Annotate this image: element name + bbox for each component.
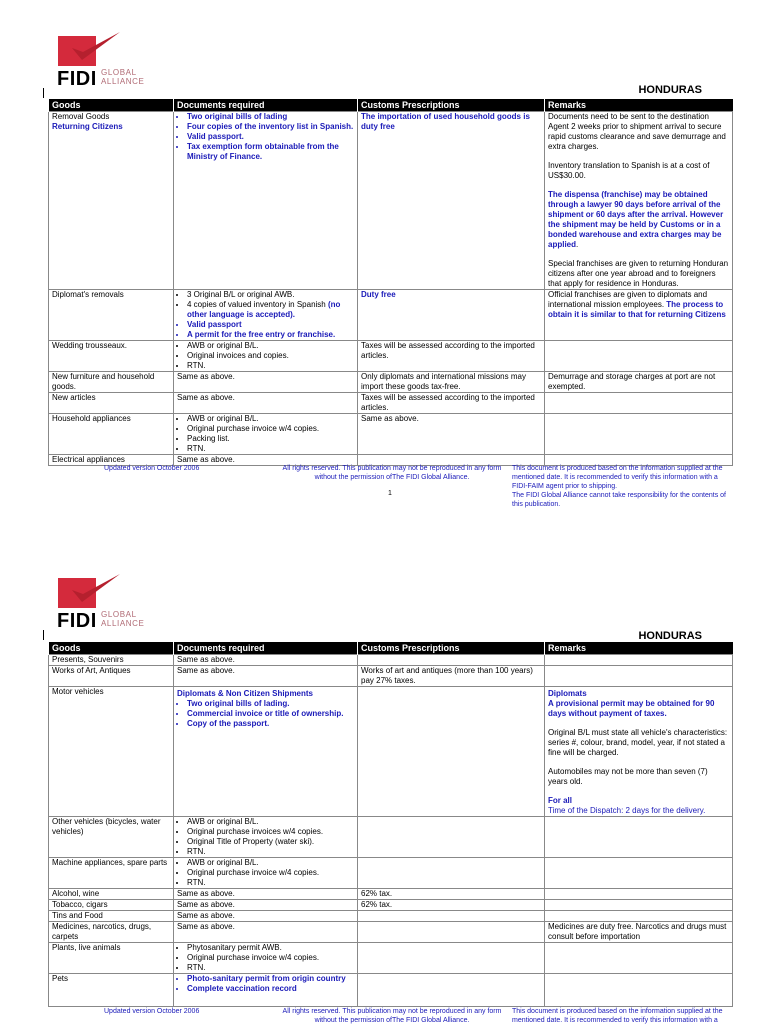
goods-cell: Electrical appliances <box>49 455 174 466</box>
list-item: • 3 Original B/L or original AWB. <box>187 290 354 300</box>
updated-note: Updated version October 2006 <box>104 465 200 472</box>
list-item: • Complete vaccination record <box>187 984 354 994</box>
list-item: • AWB or original B/L. <box>187 341 354 351</box>
header-goods: Goods <box>49 642 174 655</box>
goods-cell: Removal Goods <box>52 112 110 121</box>
list-item: • Photo-sanitary permit from origin country <box>187 974 354 984</box>
remarks-cell <box>545 900 733 911</box>
page-number: 1 <box>388 490 392 497</box>
remark-text: The dispensa (franchise) may be obtained through a lawyer 90 days before arrival of the shipment or 60 days after the arrival. However the shipment may be held by Customs or in a bonded warehouse and extra charges may be applied <box>548 190 724 249</box>
list-item: • Valid passport <box>187 320 354 330</box>
documents-cell: Same as above. <box>174 393 358 414</box>
rights-note: All rights reserved. This publication may not be reproduced in any form without the permission ofThe FIDI Global Alliance. <box>282 465 502 481</box>
list-item: • AWB or original B/L. <box>187 414 354 424</box>
logo-tagline: GLOBAL ALLIANCE <box>101 610 145 628</box>
table-row <box>49 900 733 911</box>
documents-list <box>177 699 354 729</box>
list-item: • Two original bills of lading. <box>187 699 354 709</box>
remarks-cell <box>545 666 733 687</box>
customs-cell <box>358 655 545 666</box>
table-row <box>49 858 733 889</box>
remarks-cell <box>545 414 733 455</box>
remarks-cell <box>545 341 733 372</box>
docs-title: Diplomats & Non Citizen Shipments <box>177 689 314 698</box>
goods-cell: New furniture and household goods. <box>49 372 174 393</box>
list-item: • RTN. <box>187 444 354 454</box>
customs-table <box>48 99 733 466</box>
rights-note: All rights reserved. This publication may not be reproduced in any form without the permission ofThe FIDI Global Alliance. <box>282 1008 502 1024</box>
table-header <box>49 99 733 112</box>
logo-tagline: GLOBAL ALLIANCE <box>101 68 145 86</box>
logo-wordmark: FIDI <box>57 610 97 632</box>
goods-cell: Tobacco, cigars <box>49 900 174 911</box>
customs-cell <box>358 817 545 858</box>
remark-text: Special franchises are given to returning Honduran citizens after one year abroad and to foreigners that apply for residence in Honduras. <box>548 259 729 288</box>
updated-note: Updated version October 2006 <box>104 1008 200 1015</box>
header-documents: Documents required <box>174 99 358 112</box>
remarks-cell <box>545 943 733 974</box>
table-row <box>49 112 733 290</box>
remark-text: Inventory translation to Spanish is at a cost of US$30.00. <box>548 161 710 180</box>
customs-cell: 62% tax. <box>358 889 545 900</box>
table-row <box>49 290 733 341</box>
documents-list <box>177 112 354 162</box>
table-row <box>49 414 733 455</box>
remarks-cell: Diplomats A provisional permit may be obtained for 90 days without payment of taxes. Original B/L must state all vehicle's characteristics: series #, colour, brand, model, year, if not stated a fine will be charged. Automobiles may not be more than seven (7) years old. For all Time of the Dispatch: 2 days for the delivery. <box>545 687 733 817</box>
list-item: • AWB or original B/L. <box>187 817 354 827</box>
list-item: • RTN. <box>187 963 354 973</box>
documents-list <box>177 290 354 340</box>
table-row <box>49 341 733 372</box>
goods-cell: Pets <box>49 974 174 1007</box>
documents-cell: Same as above. <box>174 455 358 466</box>
table-row <box>49 974 733 1007</box>
remarks-cell <box>545 858 733 889</box>
table-row <box>49 372 733 393</box>
list-item: • 4 copies of valued inventory in Spanish (no other language is accepted). <box>187 300 354 320</box>
documents-list <box>177 943 354 973</box>
header-documents: Documents required <box>174 642 358 655</box>
customs-cell: 62% tax. <box>358 900 545 911</box>
customs-cell: Taxes will be assessed according to the imported articles. <box>358 393 545 414</box>
fidi-logo <box>50 30 165 90</box>
list-item: • Original purchase invoice w/4 copies. <box>187 868 354 878</box>
list-item: • Commercial invoice or title of ownership. <box>187 709 354 719</box>
list-item: • Packing list. <box>187 434 354 444</box>
remarks-cell <box>545 817 733 858</box>
table-row <box>49 687 733 817</box>
list-item: • AWB or original B/L. <box>187 858 354 868</box>
documents-cell: Same as above. <box>174 900 358 911</box>
remark-text: Documents need to be sent to the destination Agent 2 weeks prior to shipment arrival to secure rapid customs clearance and save demurrage and extra charges. <box>548 112 726 151</box>
table-row <box>49 393 733 414</box>
documents-cell: Same as above. <box>174 889 358 900</box>
documents-list <box>177 817 354 857</box>
list-item: • RTN. <box>187 361 354 371</box>
documents-cell: Same as above. <box>174 666 358 687</box>
table-row <box>49 889 733 900</box>
remarks-cell <box>545 889 733 900</box>
goods-cell: Motor vehicles <box>49 687 174 817</box>
list-item: • Four copies of the inventory list in Spanish. <box>187 122 354 132</box>
documents-cell: Same as above. <box>174 655 358 666</box>
table-row <box>49 911 733 922</box>
header-remarks: Remarks <box>545 642 733 655</box>
goods-cell: Medicines, narcotics, drugs, carpets <box>49 922 174 943</box>
documents-cell: Same as above. <box>174 911 358 922</box>
goods-cell: Wedding trousseaux. <box>49 341 174 372</box>
country-title: HONDURAS <box>638 630 702 642</box>
list-item: • Original purchase invoice w/4 copies. <box>187 953 354 963</box>
customs-cell: Taxes will be assessed according to the imported articles. <box>358 341 545 372</box>
list-item: • Original purchase invoices w/4 copies. <box>187 827 354 837</box>
goods-cell: Diplomat's removals <box>49 290 174 341</box>
customs-cell <box>358 974 545 1007</box>
remarks-cell: Demurrage and storage charges at port are not exempted. <box>545 372 733 393</box>
customs-cell <box>358 858 545 889</box>
remarks-cell <box>545 393 733 414</box>
header-remarks: Remarks <box>545 99 733 112</box>
remarks-cell: Medicines are duty free. Narcotics and drugs must consult before importation <box>545 922 733 943</box>
header-goods: Goods <box>49 99 174 112</box>
list-item: • Tax exemption form obtainable from the Ministry of Finance. <box>187 142 354 162</box>
table-row <box>49 666 733 687</box>
disclaimer: This document is produced based on the information supplied at the mentioned date. It is recommended to verify this information with a FIDI-FAIM agent prior to shipping. The FIDI Global Alliance cannot take responsibility for the contents of this publication. <box>512 465 727 508</box>
documents-list <box>177 341 354 371</box>
logo-wordmark: FIDI <box>57 68 97 90</box>
remarks-cell <box>545 974 733 1007</box>
goods-cell: Other vehicles (bicycles, water vehicles) <box>49 817 174 858</box>
documents-list <box>177 858 354 888</box>
country-title: HONDURAS <box>638 84 702 96</box>
remarks-cell <box>545 911 733 922</box>
documents-list <box>177 414 354 454</box>
remarks-cell <box>545 655 733 666</box>
table-row <box>49 655 733 666</box>
documents-cell: Same as above. <box>174 372 358 393</box>
customs-cell: Same as above. <box>358 414 545 455</box>
list-item: • A permit for the free entry or franchise. <box>187 330 354 340</box>
customs-cell <box>358 943 545 974</box>
list-item: • Phytosanitary permit AWB. <box>187 943 354 953</box>
list-item: • Valid passport. <box>187 132 354 142</box>
header-customs: Customs Prescriptions <box>358 99 545 112</box>
table-row <box>49 817 733 858</box>
list-item: • RTN. <box>187 847 354 857</box>
customs-cell: Duty free <box>358 290 545 341</box>
remark-text: . <box>576 240 579 249</box>
goods-cell: Presents, Souvenirs <box>49 655 174 666</box>
goods-cell: Tins and Food <box>49 911 174 922</box>
list-item: • Copy of the passport. <box>187 719 354 729</box>
documents-list <box>177 974 354 994</box>
customs-cell <box>358 922 545 943</box>
goods-cell: Plants, live animals <box>49 943 174 974</box>
customs-cell <box>358 687 545 817</box>
list-item: • RTN. <box>187 878 354 888</box>
fidi-logo <box>50 572 165 632</box>
table-row <box>49 922 733 943</box>
goods-cell: Works of Art, Antiques <box>49 666 174 687</box>
list-item: • Original Title of Property (water ski). <box>187 837 354 847</box>
table-row <box>49 943 733 974</box>
remarks-cell: Official franchises are given to diplomats and international mission employees. The process to obtain it is similar to that for returning Citizens <box>545 290 733 341</box>
checkmark-icon <box>62 572 122 612</box>
divider <box>43 630 44 640</box>
customs-cell: Works of art and antiques (more than 100 years) pay 27% taxes. <box>358 666 545 687</box>
goods-cell: Alcohol, wine <box>49 889 174 900</box>
list-item: • Original invoices and copies. <box>187 351 354 361</box>
goods-cell: Machine appliances, spare parts <box>49 858 174 889</box>
header-customs: Customs Prescriptions <box>358 642 545 655</box>
goods-cell: Household appliances <box>49 414 174 455</box>
customs-cell <box>358 911 545 922</box>
table-header <box>49 642 733 655</box>
checkmark-icon <box>62 30 122 70</box>
goods-cell: New articles <box>49 393 174 414</box>
disclaimer: This document is produced based on the information supplied at the mentioned date. It is recommended to verify this information with a <box>512 1008 723 1024</box>
customs-table <box>48 642 733 1007</box>
customs-cell: Only diplomats and international missions may import these goods tax-free. <box>358 372 545 393</box>
list-item: • Original purchase invoice w/4 copies. <box>187 424 354 434</box>
list-item: • Two original bills of lading <box>187 112 354 122</box>
goods-subtitle: Returning Citizens <box>52 122 123 131</box>
divider <box>43 88 44 98</box>
customs-cell: The importation of used household goods is duty free <box>358 112 545 290</box>
remarks-cell <box>545 112 733 290</box>
documents-cell: Same as above. <box>174 922 358 943</box>
